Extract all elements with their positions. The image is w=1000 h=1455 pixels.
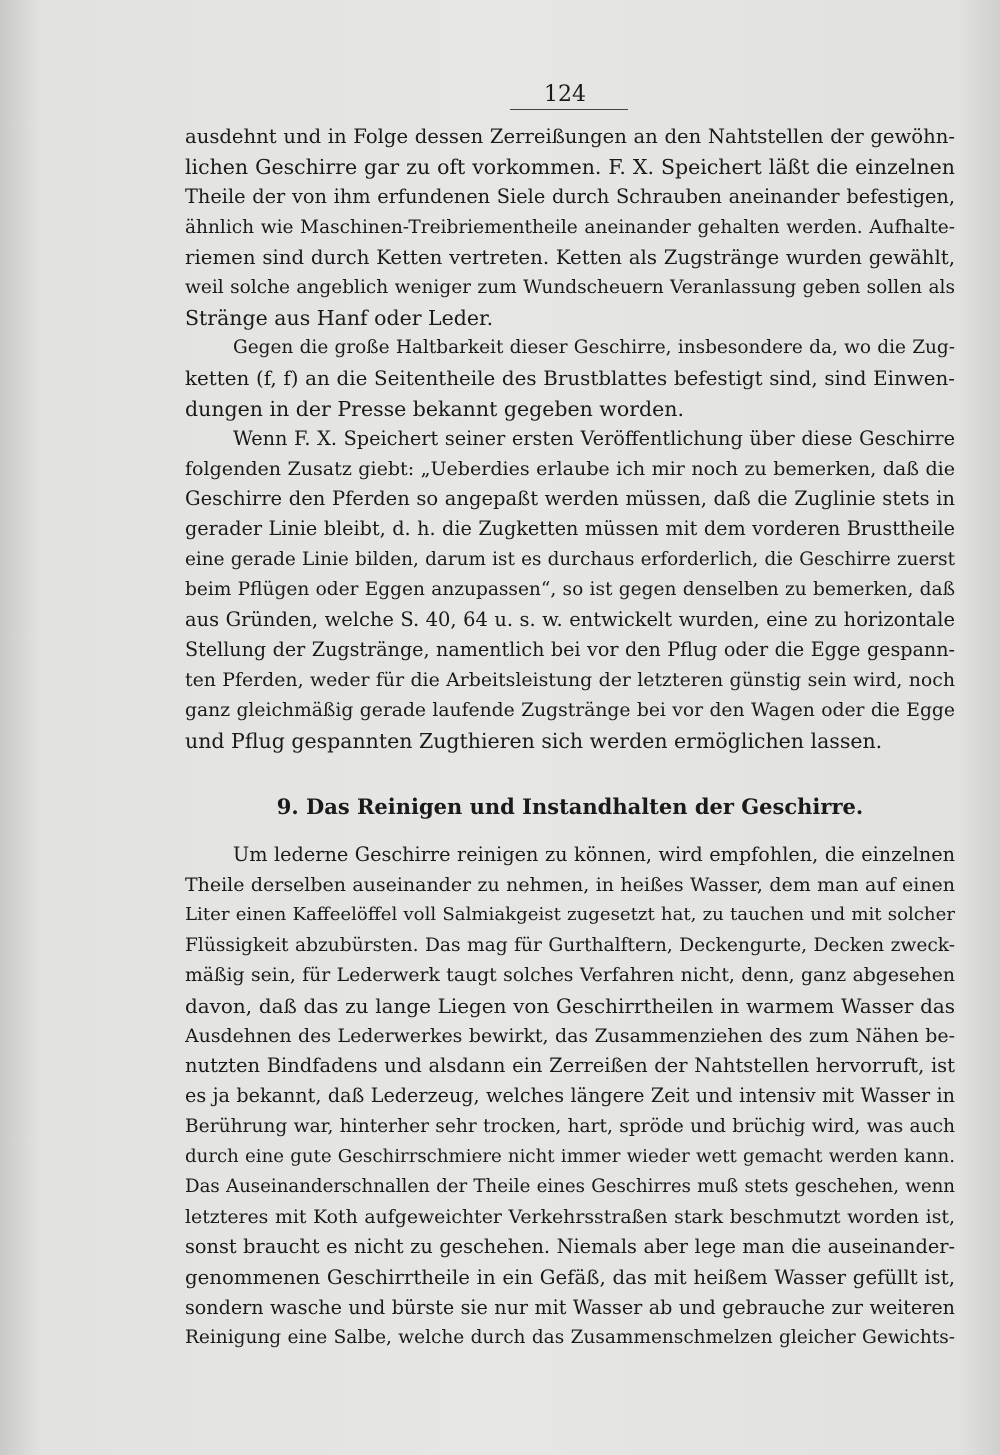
- text-line: durch eine gute Geschirrschmiere nicht immer wieder wett gemacht werden kann.: [185, 1145, 955, 1167]
- text-line: sondern wasche und bürste sie nur mit Wasser ab und gebrauche zur weiteren: [185, 1295, 955, 1319]
- text-line: Wenn F. X. Speichert seiner ersten Veröffentlichung über diese Geschirre: [233, 426, 955, 450]
- paragraph-2: [185, 333, 955, 424]
- text-line: aus Gründen, welche S. 40, 64 u. s. w. entwickelt wurden, eine zu horizontale: [185, 608, 955, 631]
- text-line: gerader Linie bleibt, d. h. die Zugketten müssen mit dem vorderen Brusttheile: [185, 517, 955, 541]
- page-number-rule: [510, 109, 628, 110]
- text-line: Ausdehnen des Lederwerkes bewirkt, das Zusammenziehen des zum Nähen be-: [185, 1025, 955, 1048]
- text-line: Gegen die große Haltbarkeit dieser Geschirre, insbesondere da, wo die Zug-: [233, 337, 955, 359]
- text-line: nutzten Bindfadens und alsdann ein Zerreißen der Nahtstellen hervorruft, ist: [185, 1054, 955, 1078]
- text-line: ähnlich wie Maschinen-Treibriementheile aneinander gehalten werden. Aufhalte-: [185, 216, 955, 238]
- text-line: davon, daß das zu lange Liegen von Geschirrtheilen in warmem Wasser das: [185, 993, 955, 1018]
- text-line: Stränge aus Hanf oder Leder.: [185, 306, 494, 331]
- text-line: dungen in der Presse bekannt gegeben worden.: [185, 396, 684, 421]
- paragraph-3: [185, 424, 955, 756]
- text-line: Stellung der Zugstränge, namentlich bei vor den Pflug oder die Egge gespann-: [185, 638, 955, 662]
- text-line: Geschirre den Pferden so angepaßt werden müssen, daß die Zuglinie stets in: [185, 487, 955, 511]
- text-line: Reinigung eine Salbe, welche durch das Zusammenschmelzen gleicher Gewichts-: [185, 1326, 955, 1348]
- body-text: [185, 122, 955, 1353]
- text-line: ten Pferden, weder für die Arbeitsleistung der letzteren günstig sein wird, noch: [185, 669, 955, 692]
- text-line: Das Auseinanderschnallen der Theile eines Geschirres muß stets geschehen, wenn: [185, 1176, 955, 1197]
- text-line: es ja bekannt, daß Lederzeug, welches längere Zeit und intensiv mit Wasser in: [185, 1084, 955, 1108]
- text-line: Um lederne Geschirre reinigen zu können, wird empfohlen, die einzelnen: [233, 842, 955, 866]
- text-line: genommenen Geschirrtheile in ein Gefäß, das mit heißem Wasser gefüllt ist,: [185, 1265, 955, 1289]
- text-line: Theile der von ihm erfundenen Siele durch Schrauben aneinander befestigen,: [185, 185, 955, 209]
- text-line: sonst braucht es nicht zu geschehen. Niemals aber lege man die auseinander-: [185, 1235, 955, 1259]
- text-line: ketten (f, f) an die Seitentheile des Brustblattes befestigt sind, sind Einwen-: [185, 366, 955, 390]
- page-number: 124: [544, 82, 586, 107]
- text-line: beim Pflügen oder Eggen anzupassen“, so ist gegen denselben zu bemerken, daß: [185, 578, 955, 600]
- text-line: Berührung war, hinterher sehr trocken, hart, spröde und brüchig wird, was auch: [185, 1115, 955, 1137]
- text-line: letzteres mit Koth aufgeweichter Verkehrsstraßen stark beschmutzt worden ist,: [185, 1206, 955, 1229]
- text-line: Theile derselben auseinander zu nehmen, in heißes Wasser, dem man auf einen: [185, 874, 955, 897]
- section-heading: 9. Das Reinigen und Instandhalten der Geschirre.: [276, 793, 864, 819]
- text-line: ganz gleichmäßig gerade laufende Zugstränge bei vor den Wagen oder die Egge: [185, 699, 955, 721]
- text-line: ausdehnt und in Folge dessen Zerreißungen an den Nahtstellen der gewöhn-: [185, 125, 955, 148]
- text-line: riemen sind durch Ketten vertreten. Ketten als Zugstränge wurden gewählt,: [185, 245, 955, 269]
- text-line: mäßig sein, für Lederwerk taugt solches Verfahren nicht, denn, ganz abgesehen: [185, 964, 955, 986]
- section-paragraph: [185, 840, 955, 1353]
- text-line: eine gerade Linie bilden, darum ist es durchaus erforderlich, die Geschirre zuerst: [185, 548, 955, 570]
- paragraph-1: [185, 122, 955, 333]
- text-line: lichen Geschirre gar zu oft vorkommen. F. X. Speichert läßt die einzelnen: [185, 155, 955, 180]
- text-line: folgenden Zusatz giebt: „Ueberdies erlaube ich mir noch zu bemerken, daß die: [185, 458, 955, 481]
- text-line: Flüssigkeit abzubürsten. Das mag für Gurthalftern, Deckengurte, Decken zweck-: [185, 934, 955, 956]
- text-line: Liter einen Kaffeelöffel voll Salmiakgeist zugesetzt hat, zu tauchen und mit solcher: [185, 904, 955, 926]
- text-line: weil solche angeblich weniger zum Wundscheuern Veranlassung geben sollen als: [185, 276, 955, 298]
- text-line: und Pflug gespannten Zugthieren sich werden ermöglichen lassen.: [185, 728, 883, 753]
